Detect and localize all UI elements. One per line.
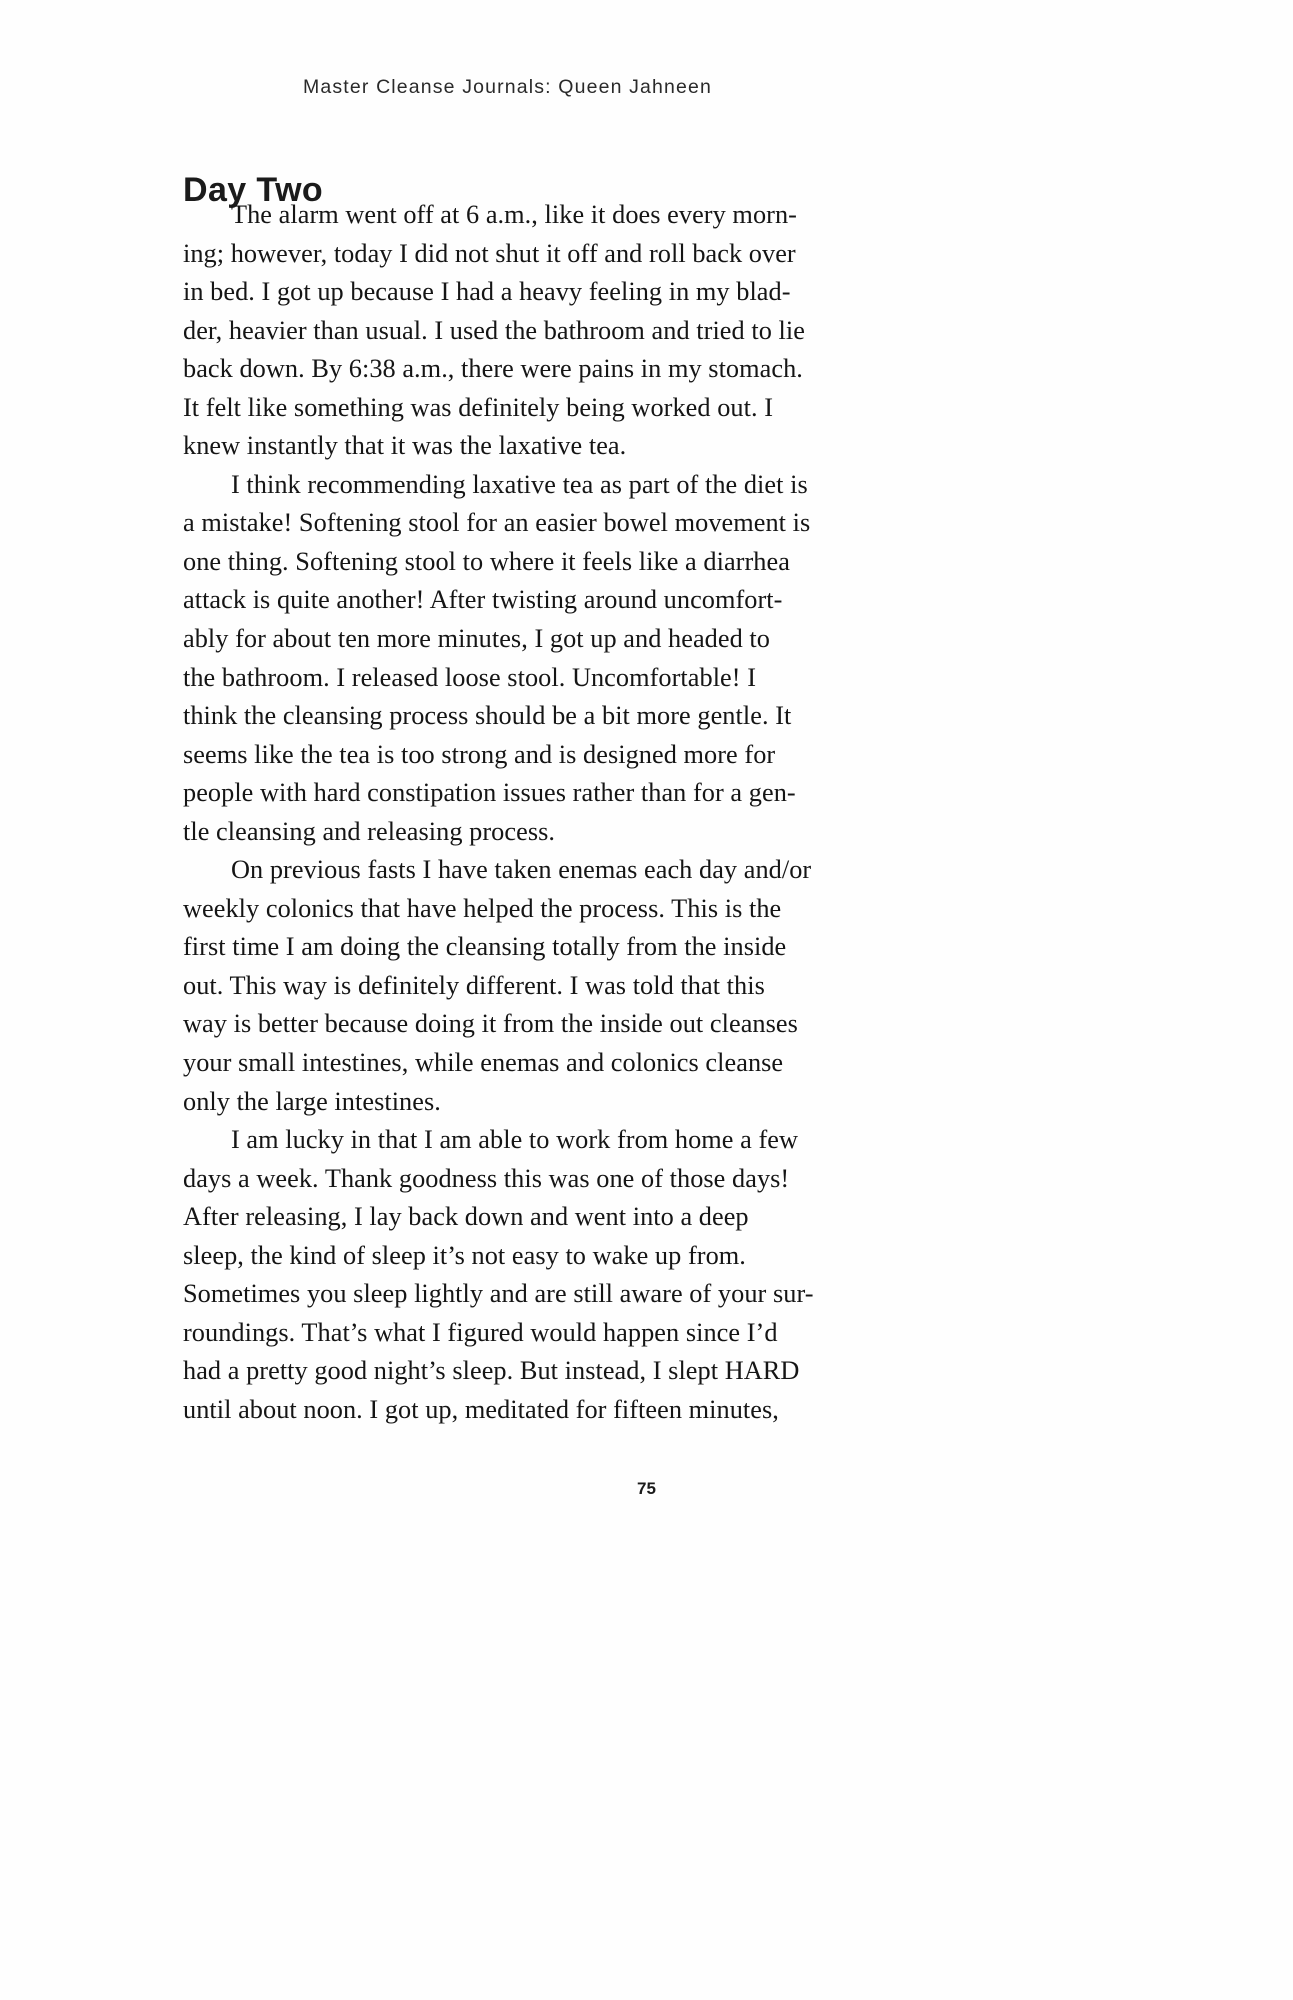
- text-line: one thing. Softening stool to where it feels like a diarrhea: [183, 546, 790, 576]
- text-line: first time I am doing the cleansing totally from the inside: [183, 932, 787, 962]
- text-line: Sometimes you sleep lightly and are still aware of your sur-: [183, 1279, 814, 1309]
- text-line: only the large intestines.: [183, 1086, 441, 1116]
- paragraph-4: [183, 1121, 849, 1429]
- text-line: until about noon. I got up, meditated for fifteen minutes,: [183, 1394, 779, 1424]
- running-header: Master Cleanse Journals: Queen Jahneen: [303, 76, 713, 98]
- text-line: knew instantly that it was the laxative tea.: [183, 431, 627, 461]
- text-line: way is better because doing it from the inside out cleanses: [183, 1009, 798, 1039]
- text-line: the bathroom. I released loose stool. Uncomfortable! I: [183, 662, 757, 692]
- text-line: out. This way is definitely different. I was told that this: [183, 970, 765, 1000]
- text-line: seems like the tea is too strong and is designed more for: [183, 739, 776, 769]
- paragraph-1: [183, 196, 849, 466]
- page-title: Day Two: [183, 170, 324, 209]
- text-line: der, heavier than usual. I used the bathroom and tried to lie: [183, 315, 805, 345]
- paragraph-2: [183, 466, 849, 851]
- text-line: sleep, the kind of sleep it’s not easy to wake up from.: [183, 1240, 746, 1270]
- text-line: had a pretty good night’s sleep. But instead, I slept HARD: [183, 1356, 800, 1386]
- text-line: people with hard constipation issues rather than for a gen-: [183, 778, 796, 808]
- text-line: weekly colonics that have helped the process. This is the: [183, 893, 782, 923]
- page-number: 75: [637, 1479, 656, 1498]
- text-line: back down. By 6:38 a.m., there were pains in my stomach.: [183, 354, 803, 384]
- text-line: days a week. Thank goodness this was one of those days!: [183, 1163, 790, 1193]
- text-line: ing; however, today I did not shut it off and roll back over: [183, 238, 796, 268]
- text-line: think the cleansing process should be a bit more gentle. It: [183, 701, 792, 731]
- text-line: your small intestines, while enemas and colonics cleanse: [183, 1048, 784, 1078]
- text-line: a mistake! Softening stool for an easier bowel movement is: [183, 508, 811, 538]
- text-line: It felt like something was definitely being worked out. I: [183, 392, 774, 422]
- text-line: attack is quite another! After twisting around uncomfort-: [183, 585, 783, 615]
- body-text-column: [183, 196, 849, 1430]
- text-line: After releasing, I lay back down and went into a deep: [183, 1202, 749, 1232]
- text-line: ably for about ten more minutes, I got up and headed to: [183, 624, 770, 654]
- text-line: I think recommending laxative tea as part of the diet is: [231, 469, 808, 499]
- text-line: roundings. That’s what I figured would happen since I’d: [183, 1317, 778, 1347]
- text-line: The alarm went off at 6 a.m., like it does every morn-: [231, 200, 797, 229]
- text-line: I am lucky in that I am able to work from home a few: [231, 1125, 799, 1155]
- text-line: in bed. I got up because I had a heavy feeling in my blad-: [183, 277, 791, 307]
- text-line: On previous fasts I have taken enemas each day and/or: [231, 855, 812, 885]
- text-line: tle cleansing and releasing process.: [183, 816, 556, 846]
- paragraph-3: [183, 851, 849, 1121]
